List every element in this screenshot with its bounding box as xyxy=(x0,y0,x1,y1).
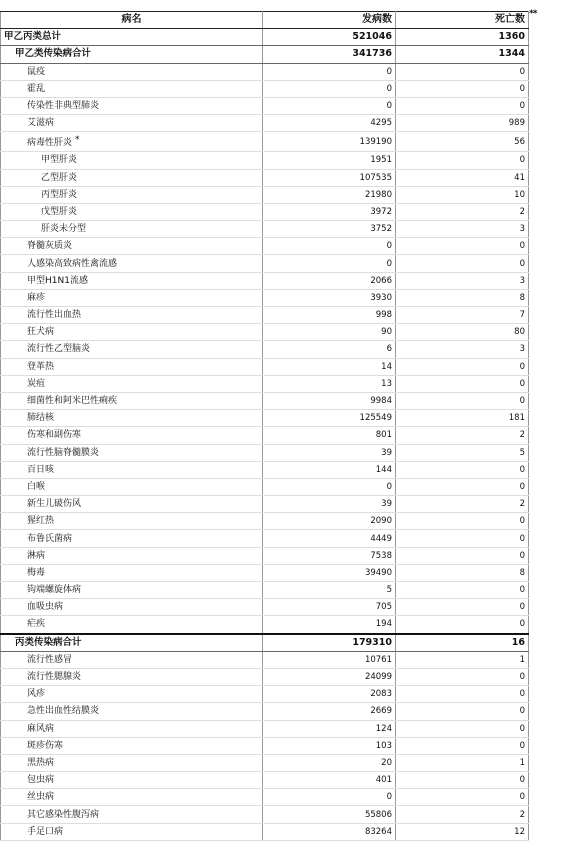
table-row xyxy=(1,80,529,97)
case-count-cell: 83264 xyxy=(263,823,396,840)
table-row xyxy=(1,737,529,754)
death-count-cell: 2 xyxy=(396,427,529,444)
death-count-cell: 0 xyxy=(396,582,529,599)
table-row xyxy=(1,444,529,461)
table-row xyxy=(1,582,529,599)
disease-name: 疟疾 xyxy=(27,619,46,630)
table-row xyxy=(1,238,529,255)
death-count-cell: 3 xyxy=(396,341,529,358)
case-count-cell: 3752 xyxy=(263,221,396,238)
death-count-cell: 1 xyxy=(396,651,529,668)
table-row xyxy=(1,375,529,392)
disease-name-cell xyxy=(1,289,263,306)
total-row xyxy=(1,634,529,652)
death-count-cell: 7 xyxy=(396,307,529,324)
case-count-cell: 10761 xyxy=(263,651,396,668)
case-count-cell: 2090 xyxy=(263,513,396,530)
death-count-cell: 80 xyxy=(396,324,529,341)
death-count-cell: 0 xyxy=(396,668,529,685)
table-row xyxy=(1,221,529,238)
death-count-cell: 16 xyxy=(396,634,529,652)
disease-name: 猩红热 xyxy=(27,516,55,527)
case-count-cell: 998 xyxy=(263,307,396,324)
disease-name: 甲乙类传染病合计 xyxy=(15,48,92,60)
table-row xyxy=(1,496,529,513)
disease-name-cell xyxy=(1,427,263,444)
disease-name: 甲乙丙类总计 xyxy=(4,31,62,43)
table-row xyxy=(1,272,529,289)
disease-name: 新生儿破伤风 xyxy=(27,499,82,510)
death-count-cell: 0 xyxy=(396,255,529,272)
death-count-cell: 0 xyxy=(396,686,529,703)
case-count-cell: 39 xyxy=(263,496,396,513)
disease-name-cell xyxy=(1,203,263,220)
case-count-cell: 13 xyxy=(263,375,396,392)
disease-name: 急性出血性结膜炎 xyxy=(27,706,100,717)
disease-name: 鼠疫 xyxy=(27,66,46,77)
table-row xyxy=(1,97,529,114)
table-body xyxy=(1,29,529,841)
disease-name: 流行性感冒 xyxy=(27,654,73,665)
disease-name: 布鲁氏菌病 xyxy=(27,533,73,544)
case-count-cell: 0 xyxy=(263,478,396,495)
disease-name: 手足口病 xyxy=(27,826,64,837)
death-count-cell: 0 xyxy=(396,530,529,547)
disease-name-cell xyxy=(1,823,263,840)
death-count-cell: 8 xyxy=(396,289,529,306)
death-count-cell: 0 xyxy=(396,720,529,737)
disease-name-cell xyxy=(1,115,263,132)
footnote-marker: * xyxy=(75,135,80,146)
death-count-cell: 1 xyxy=(396,754,529,771)
disease-name: 流行性出血热 xyxy=(27,310,82,321)
case-count-cell: 6 xyxy=(263,341,396,358)
disease-name: 艾滋病 xyxy=(27,118,55,129)
disease-name-cell xyxy=(1,582,263,599)
case-count-cell: 20 xyxy=(263,754,396,771)
death-count-cell: 2 xyxy=(396,203,529,220)
death-count-cell: 0 xyxy=(396,789,529,806)
disease-name: 钩端螺旋体病 xyxy=(27,585,82,596)
table-row xyxy=(1,478,529,495)
case-count-cell: 0 xyxy=(263,97,396,114)
table-row xyxy=(1,720,529,737)
table-row xyxy=(1,530,529,547)
case-count-cell: 1951 xyxy=(263,152,396,169)
case-count-cell: 179310 xyxy=(263,634,396,652)
case-count-cell: 90 xyxy=(263,324,396,341)
case-count-cell: 4449 xyxy=(263,530,396,547)
case-count-cell: 3930 xyxy=(263,289,396,306)
disease-name: 丝虫病 xyxy=(27,792,55,803)
disease-name-cell xyxy=(1,737,263,754)
table-row xyxy=(1,651,529,668)
disease-name-cell xyxy=(1,97,263,114)
table-row xyxy=(1,599,529,616)
table-row xyxy=(1,547,529,564)
case-count-cell: 0 xyxy=(263,80,396,97)
case-count-cell: 139190 xyxy=(263,132,396,152)
disease-name-cell xyxy=(1,169,263,186)
case-count-cell: 103 xyxy=(263,737,396,754)
disease-name: 黑热病 xyxy=(27,757,55,768)
disease-name-cell xyxy=(1,599,263,616)
death-count-cell: 0 xyxy=(396,375,529,392)
death-count-cell: 1344 xyxy=(396,46,529,63)
disease-name-cell xyxy=(1,152,263,169)
death-count-cell: 0 xyxy=(396,63,529,80)
corner-note: ** xyxy=(529,9,537,19)
disease-name-cell xyxy=(1,341,263,358)
table-row xyxy=(1,152,529,169)
table-row xyxy=(1,427,529,444)
death-count-cell: 5 xyxy=(396,444,529,461)
case-count-cell: 341736 xyxy=(263,46,396,63)
table-row xyxy=(1,513,529,530)
table-row xyxy=(1,564,529,581)
disease-name: 甲型H1N1流感 xyxy=(27,275,88,286)
disease-name-cell xyxy=(1,651,263,668)
disease-name: 戊型肝炎 xyxy=(41,206,78,217)
disease-name-cell xyxy=(1,634,263,652)
disease-name-cell xyxy=(1,238,263,255)
death-count-cell: 0 xyxy=(396,80,529,97)
table-row xyxy=(1,289,529,306)
death-count-cell: 41 xyxy=(396,169,529,186)
disease-name: 传染性非典型肺炎 xyxy=(27,101,100,112)
death-count-cell: 0 xyxy=(396,599,529,616)
table-row xyxy=(1,686,529,703)
total-row xyxy=(1,29,529,46)
disease-name: 百日咳 xyxy=(27,464,55,475)
table-row xyxy=(1,132,529,152)
death-count-cell: 0 xyxy=(396,152,529,169)
case-count-cell: 2083 xyxy=(263,686,396,703)
disease-name: 淋病 xyxy=(27,550,46,561)
disease-name-cell xyxy=(1,720,263,737)
disease-name-cell xyxy=(1,668,263,685)
case-count-cell: 0 xyxy=(263,789,396,806)
table-row xyxy=(1,806,529,823)
disease-name-cell xyxy=(1,478,263,495)
disease-name-cell xyxy=(1,132,263,152)
total-row xyxy=(1,46,529,63)
disease-name-cell xyxy=(1,80,263,97)
disease-name-cell xyxy=(1,547,263,564)
disease-name: 丙类传染病合计 xyxy=(15,636,82,648)
death-count-cell: 0 xyxy=(396,513,529,530)
disease-name: 麻风病 xyxy=(27,723,55,734)
death-count-cell: 181 xyxy=(396,410,529,427)
disease-name-cell xyxy=(1,221,263,238)
table-row xyxy=(1,307,529,324)
disease-name-cell xyxy=(1,29,263,46)
case-count-cell: 107535 xyxy=(263,169,396,186)
disease-name: 乙型肝炎 xyxy=(41,172,78,183)
case-count-cell: 801 xyxy=(263,427,396,444)
death-count-cell: 0 xyxy=(396,392,529,409)
table-row xyxy=(1,789,529,806)
disease-name-cell xyxy=(1,46,263,63)
case-count-cell: 39 xyxy=(263,444,396,461)
case-count-cell: 39490 xyxy=(263,564,396,581)
disease-name: 霍乱 xyxy=(27,83,46,94)
disease-name: 梅毒 xyxy=(27,567,46,578)
death-count-cell: 0 xyxy=(396,772,529,789)
table-row xyxy=(1,754,529,771)
case-count-cell: 401 xyxy=(263,772,396,789)
death-count-cell: 989 xyxy=(396,115,529,132)
case-count-cell: 705 xyxy=(263,599,396,616)
table-row xyxy=(1,772,529,789)
disease-name-cell xyxy=(1,307,263,324)
disease-name: 其它感染性腹泻病 xyxy=(27,809,100,820)
table-row xyxy=(1,341,529,358)
disease-name: 病毒性肝炎 xyxy=(27,138,73,149)
table-row xyxy=(1,668,529,685)
disease-name: 丙型肝炎 xyxy=(41,189,78,200)
table-row xyxy=(1,203,529,220)
death-count-cell: 10 xyxy=(396,186,529,203)
table-row xyxy=(1,63,529,80)
disease-name: 流行性腮腺炎 xyxy=(27,672,82,683)
table-row xyxy=(1,410,529,427)
disease-name: 细菌性和阿米巴性痢疾 xyxy=(27,396,118,407)
table-row xyxy=(1,616,529,634)
death-count-cell: 3 xyxy=(396,221,529,238)
disease-name-cell xyxy=(1,754,263,771)
case-count-cell: 9984 xyxy=(263,392,396,409)
disease-name-cell xyxy=(1,410,263,427)
death-count-cell: 0 xyxy=(396,737,529,754)
case-count-cell: 7538 xyxy=(263,547,396,564)
disease-name-cell xyxy=(1,375,263,392)
disease-name-cell xyxy=(1,444,263,461)
case-count-cell: 0 xyxy=(263,63,396,80)
disease-name: 流行性乙型脑炎 xyxy=(27,344,91,355)
case-count-cell: 125549 xyxy=(263,410,396,427)
case-count-cell: 194 xyxy=(263,616,396,634)
case-count-cell: 0 xyxy=(263,238,396,255)
disease-name-cell xyxy=(1,255,263,272)
table-header-row xyxy=(1,12,529,29)
table-row xyxy=(1,169,529,186)
disease-name: 肝炎未分型 xyxy=(41,224,87,235)
table-row xyxy=(1,358,529,375)
table-row xyxy=(1,703,529,720)
disease-table xyxy=(0,11,529,841)
disease-name: 甲型肝炎 xyxy=(41,155,78,166)
disease-name-cell xyxy=(1,358,263,375)
disease-name-cell xyxy=(1,616,263,634)
table-row xyxy=(1,324,529,341)
death-count-cell: 3 xyxy=(396,272,529,289)
disease-name-cell xyxy=(1,789,263,806)
death-count-cell: 12 xyxy=(396,823,529,840)
disease-name-cell xyxy=(1,564,263,581)
case-count-cell: 24099 xyxy=(263,668,396,685)
disease-name-cell xyxy=(1,530,263,547)
case-count-cell: 124 xyxy=(263,720,396,737)
header-disease-name: 病名 xyxy=(1,12,263,29)
death-count-cell: 0 xyxy=(396,547,529,564)
disease-name: 炭疽 xyxy=(27,378,46,389)
case-count-cell: 2066 xyxy=(263,272,396,289)
death-count-cell: 0 xyxy=(396,238,529,255)
header-death-count: 死亡数 xyxy=(396,12,529,29)
disease-name: 人感染高致病性禽流感 xyxy=(27,258,118,269)
case-count-cell: 144 xyxy=(263,461,396,478)
table-row xyxy=(1,461,529,478)
death-count-cell: 0 xyxy=(396,478,529,495)
death-count-cell: 0 xyxy=(396,97,529,114)
death-count-cell: 0 xyxy=(396,703,529,720)
disease-name: 肺结核 xyxy=(27,413,55,424)
disease-name: 风疹 xyxy=(27,689,46,700)
table-row xyxy=(1,823,529,840)
death-count-cell: 8 xyxy=(396,564,529,581)
case-count-cell: 521046 xyxy=(263,29,396,46)
table-row xyxy=(1,186,529,203)
disease-name-cell xyxy=(1,63,263,80)
disease-name: 白喉 xyxy=(27,481,46,492)
death-count-cell: 1360 xyxy=(396,29,529,46)
disease-name-cell xyxy=(1,806,263,823)
case-count-cell: 2669 xyxy=(263,703,396,720)
table-row xyxy=(1,255,529,272)
disease-name-cell xyxy=(1,324,263,341)
table-row xyxy=(1,392,529,409)
disease-name: 伤寒和副伤寒 xyxy=(27,430,82,441)
disease-statistics-sheet xyxy=(0,11,528,841)
death-count-cell: 0 xyxy=(396,616,529,634)
death-count-cell: 0 xyxy=(396,358,529,375)
header-case-count: 发病数 xyxy=(263,12,396,29)
disease-name: 斑疹伤寒 xyxy=(27,740,64,751)
table-row xyxy=(1,115,529,132)
disease-name-cell xyxy=(1,513,263,530)
disease-name: 流行性脑脊髓膜炎 xyxy=(27,447,100,458)
disease-name-cell xyxy=(1,686,263,703)
death-count-cell: 2 xyxy=(396,806,529,823)
death-count-cell: 0 xyxy=(396,461,529,478)
disease-name: 脊髓灰质炎 xyxy=(27,241,73,252)
death-count-cell: 2 xyxy=(396,496,529,513)
case-count-cell: 14 xyxy=(263,358,396,375)
disease-name-cell xyxy=(1,772,263,789)
disease-name-cell xyxy=(1,392,263,409)
case-count-cell: 0 xyxy=(263,255,396,272)
disease-name: 狂犬病 xyxy=(27,327,55,338)
case-count-cell: 55806 xyxy=(263,806,396,823)
disease-name-cell xyxy=(1,496,263,513)
disease-name: 包虫病 xyxy=(27,775,55,786)
disease-name: 血吸虫病 xyxy=(27,602,64,613)
death-count-cell: 56 xyxy=(396,132,529,152)
case-count-cell: 5 xyxy=(263,582,396,599)
disease-name-cell xyxy=(1,461,263,478)
case-count-cell: 4295 xyxy=(263,115,396,132)
case-count-cell: 21980 xyxy=(263,186,396,203)
disease-name: 麻疹 xyxy=(27,292,46,303)
disease-name-cell xyxy=(1,186,263,203)
case-count-cell: 3972 xyxy=(263,203,396,220)
disease-name-cell xyxy=(1,703,263,720)
disease-name: 登革热 xyxy=(27,361,55,372)
disease-name-cell xyxy=(1,272,263,289)
